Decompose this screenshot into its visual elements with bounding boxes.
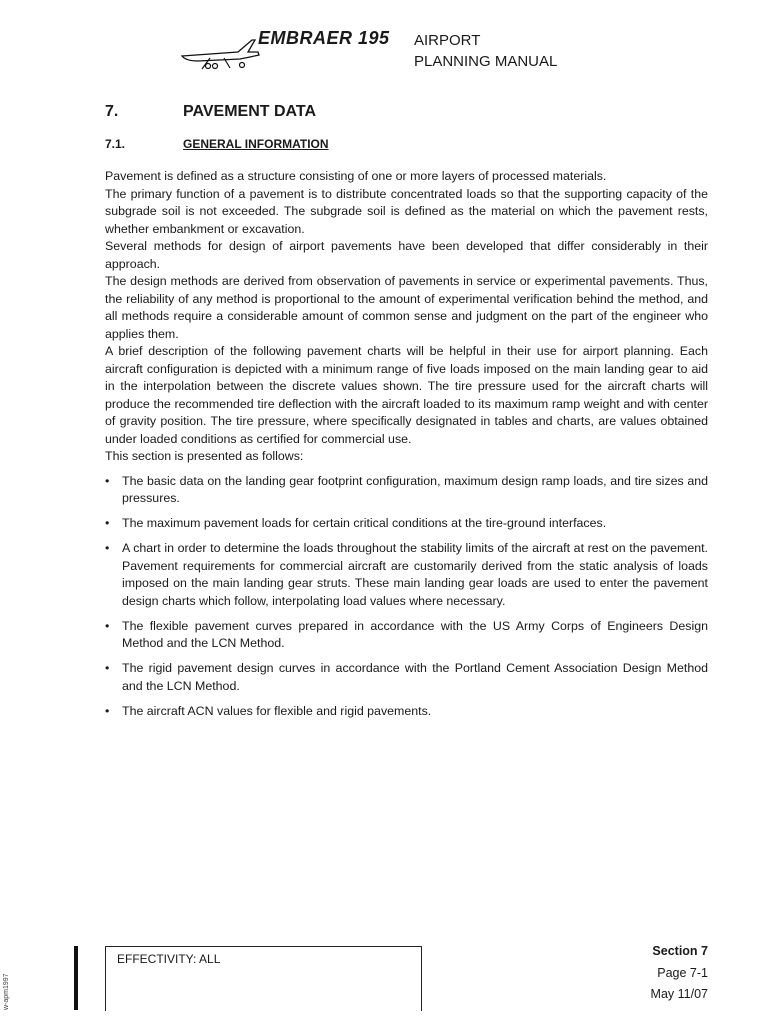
paragraph: Pavement is defined as a structure consisting of one or more layers of processed materials. (105, 169, 607, 183)
paragraph: The primary function of a pavement is to distribute concentrated loads so that the supporting capacity of the subgrade soil is not exceeded. The subgrade soil is defined as the material on which the pavement rests, whether embankment or excavation. (105, 186, 708, 236)
bullet-item: • The basic data on the landing gear footprint configuration, maximum design ramp loads, and tire sizes and pressures. (105, 473, 708, 508)
paragraph: Several methods for design of airport pavements have been developed that differ considerably in their approach. (105, 239, 708, 271)
airplane-logo-icon (180, 28, 260, 72)
section-number: 7. (105, 103, 119, 120)
brand-name: EMBRAER 195 (258, 28, 390, 48)
paragraph: This section is presented as follows: (105, 449, 304, 463)
body-text (105, 168, 708, 728)
effectivity-label: EFFECTIVITY: ALL (117, 952, 221, 966)
bullet-item: • The maximum pavement loads for certain critical conditions at the tire-ground interfaces. (105, 515, 708, 533)
section-title: PAVEMENT DATA (183, 103, 317, 120)
paragraph: The design methods are derived from observation of pavements in service or experimental pavements. Thus, the reliability of any method is proportional to the amount of experimental verification behind the method, and all methods require a considerable amount of common sense and judgment on the part of the engineer who applies them. (105, 274, 708, 341)
effectivity-box (105, 946, 422, 1011)
bullet-item: • A chart in order to determine the loads throughout the stability limits of the aircraft at rest on the pavement. Pavement requirements for commercial aircraft are customarily derived from the static analysis of loads imposed on the main landing gear struts. These main landing gear loads are used to enter the pavement design charts which follow, interpolating load values where necessary. (105, 540, 708, 610)
manual-title-line-2: PLANNING MANUAL (414, 53, 558, 70)
footer-date: May 11/07 (650, 987, 708, 1001)
bullet-item: • The flexible pavement curves prepared in accordance with the US Army Corps of Engineers Design Method and the LCN Method. (105, 618, 708, 653)
bullet-list (105, 473, 708, 721)
manual-title (414, 30, 557, 72)
paragraph: A brief description of the following pavement charts will be helpful in their use for airport planning. Each aircraft configuration is depicted with a minimum range of five loads imposed on the main landing gear to aid in the interpolation between the discrete values shown. The tire pressure used for the aircraft charts will produce the recommended tire deflection with the aircraft loaded to its maximum ramp weight and with center of gravity position. The tire pressure, where specifically designated in tables and charts, are values obtained under loaded conditions as certified for commercial use. (105, 344, 708, 446)
bullet-item: • The aircraft ACN values for flexible and rigid pavements. (105, 703, 708, 721)
page-footer (651, 941, 708, 1006)
change-bar (74, 946, 78, 1010)
bullet-item: • The rigid pavement design curves in accordance with the Portland Cement Association Design Method and the LCN Method. (105, 660, 708, 695)
document-code: w-apm1997 (3, 973, 10, 1010)
subsection-number: 7.1. (105, 137, 126, 151)
manual-title-line-1: AIRPORT (414, 32, 481, 49)
subsection-title: GENERAL INFORMATION (183, 137, 329, 151)
document-header (180, 26, 600, 76)
footer-section: Section 7 (652, 944, 708, 958)
section-heading (105, 103, 316, 121)
footer-page: Page 7-1 (657, 965, 708, 980)
subsection-heading (105, 137, 329, 151)
